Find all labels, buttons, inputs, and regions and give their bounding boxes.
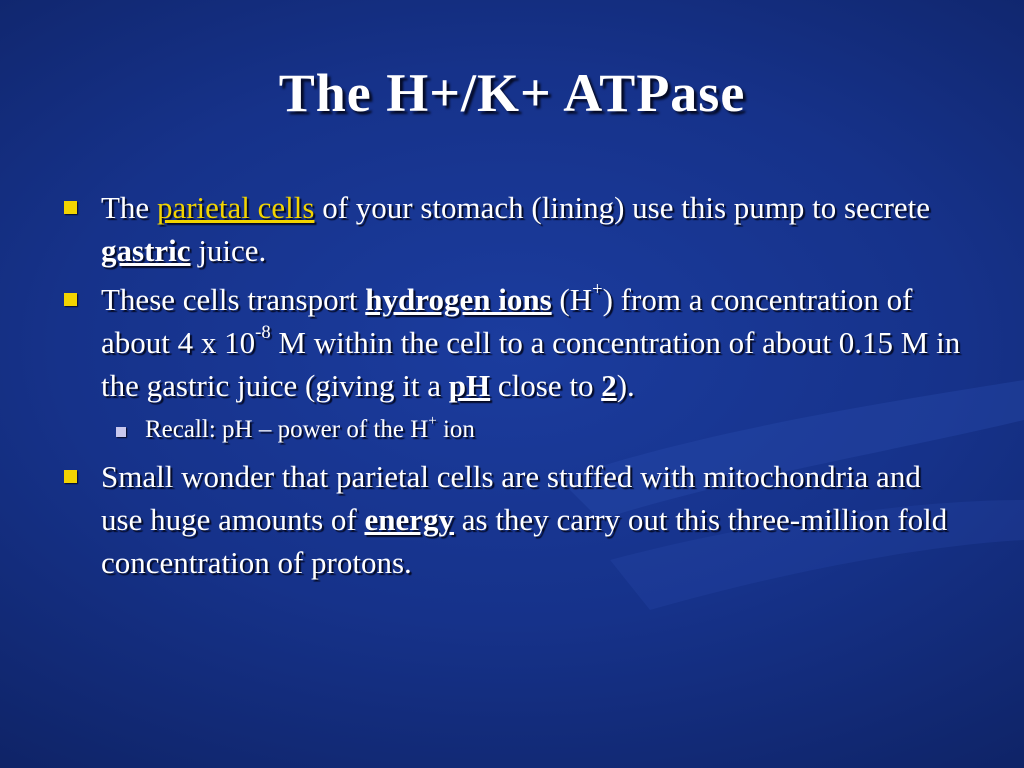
bullet-item [64, 455, 964, 584]
bullet-text: The [101, 190, 157, 225]
slide-body [64, 186, 964, 590]
slide-title: The H+/K+ ATPase [278, 63, 746, 123]
bullet-text: close to [490, 368, 602, 403]
bullet-square-icon [64, 470, 77, 483]
superscript-exponent: -8 [255, 322, 271, 344]
bullet-text: M within the cell to a concentration of about 0.15 M in the gastric juice (giving it a [101, 325, 961, 403]
bullet-item [64, 186, 964, 272]
bullet-text: Small wonder that parietal cells are stuffed with mitochondria and use huge amounts of [101, 459, 921, 537]
sub-bullet-square-icon [116, 427, 126, 437]
bullet-text: (H [551, 282, 593, 317]
superscript-plus: + [428, 413, 437, 429]
bullet-text: These cells transport [101, 282, 366, 317]
superscript-plus: + [592, 279, 603, 301]
sub-bullet-text: ion [436, 416, 475, 443]
bullet-square-icon [64, 293, 77, 306]
keyword-energy: energy [364, 502, 454, 537]
bullet-item [64, 278, 964, 407]
bullet-text: ) from a concentration of about 4 x 10 [101, 282, 913, 360]
parietal-cells-link[interactable]: parietal cells [156, 190, 315, 225]
bullet-text: ). [616, 368, 635, 403]
keyword-hydrogen-ions: hydrogen ions [365, 282, 552, 317]
bullet-text: as they carry out this three-million fold concentration of protons. [101, 502, 948, 580]
sub-bullet-text: Recall: pH – power of the H [145, 416, 429, 443]
sub-bullet-item [64, 413, 964, 447]
bullet-square-icon [64, 201, 77, 214]
keyword-gastric: gastric [101, 233, 191, 268]
keyword-two: 2 [601, 368, 617, 403]
bullet-text: juice. [190, 233, 267, 268]
keyword-ph: pH [448, 368, 491, 403]
bullet-text: of your stomach (lining) use this pump to secrete [314, 190, 931, 225]
